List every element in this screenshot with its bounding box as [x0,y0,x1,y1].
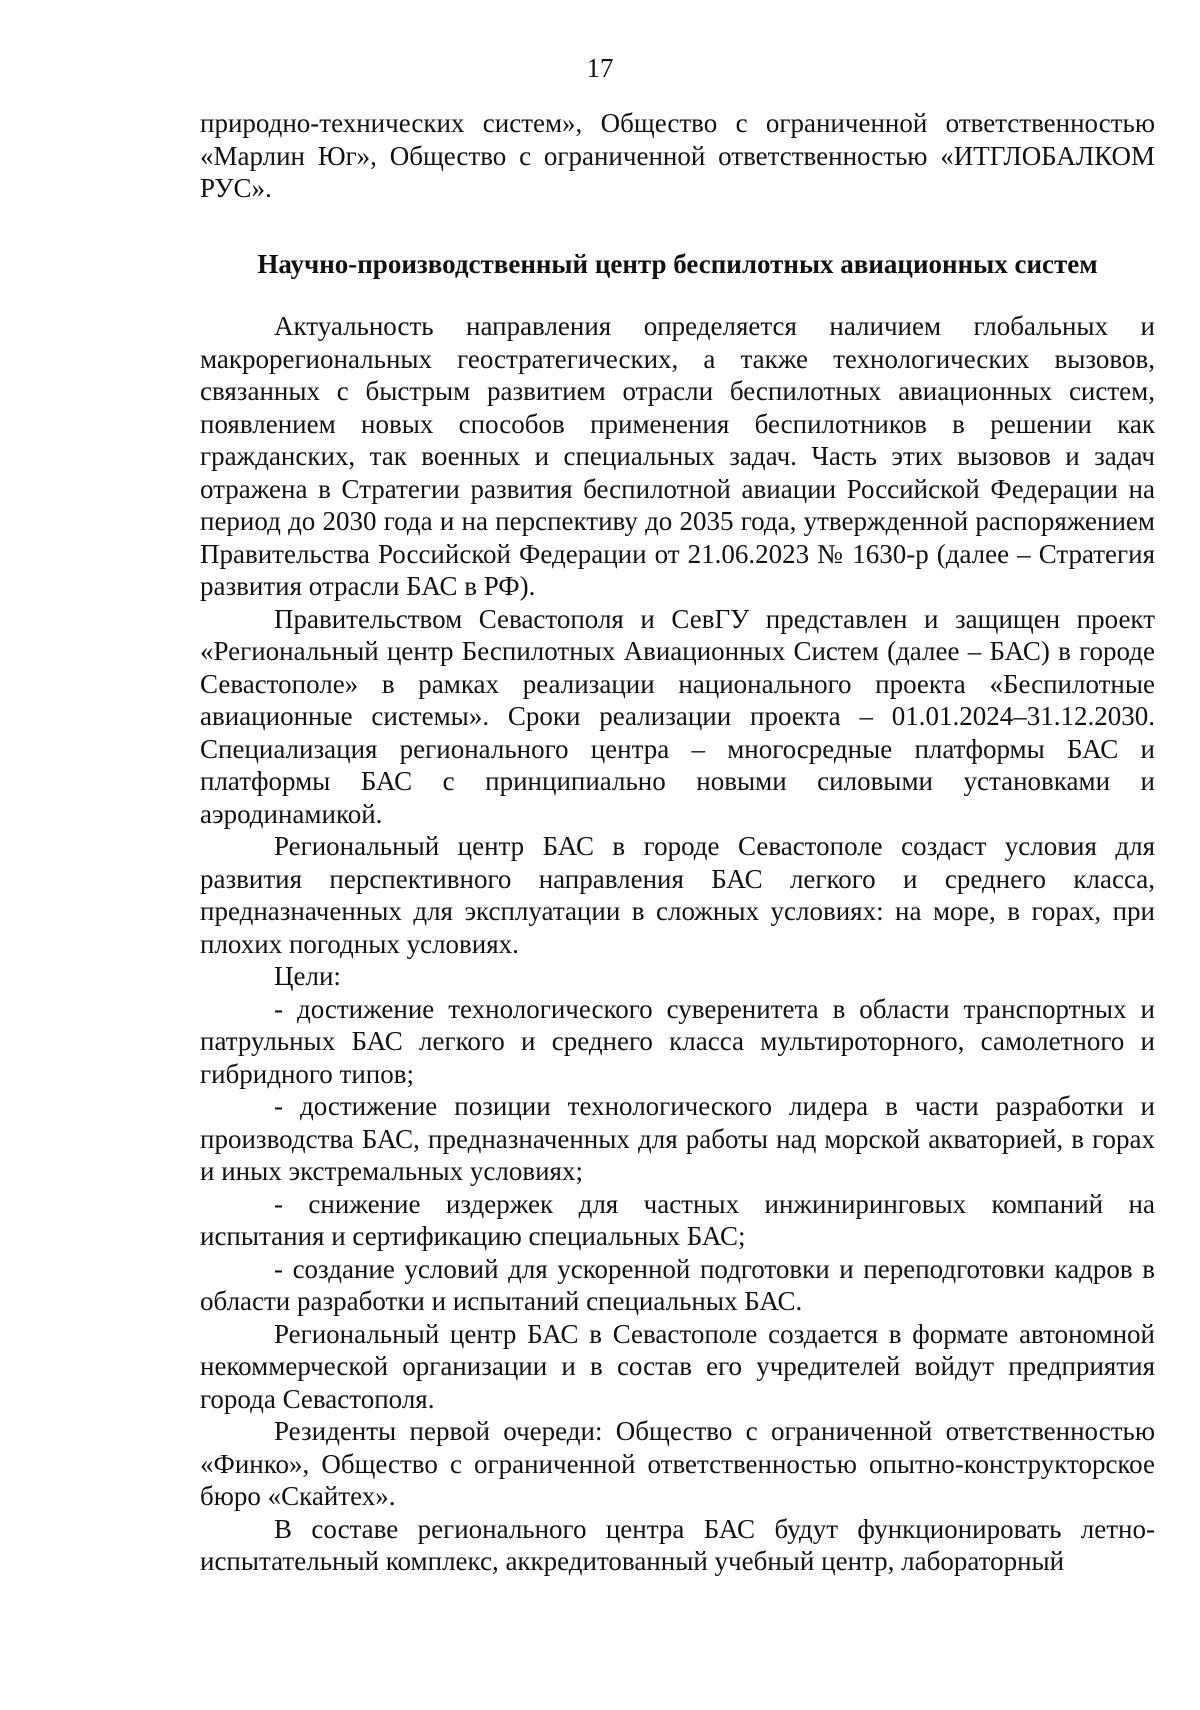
paragraph-relevance: Актуальность направления определяется наличием глобальных и макрорегиональных геостратегических, а также технологических вызовов, связанных с быстрым развитием отрасли беспилотных авиационных систем, появлением новых способов применения беспилотников в решении как гражданских, так военных и специальных задач. Часть этих вызовов и задач отражена в Стратегии развития беспилотной авиации Российской Федерации на период до 2030 года и на перспективу до 2035 года, утвержденной распоряжением Правительства Российской Федерации от 21.06.2023 № 1630-р (далее – Стратегия развития отрасли БАС в РФ). [200,311,1155,601]
paragraph-center-composition: В составе регионального центра БАС будут функционировать летно-испытательный комплекс, аккредитованный учебный центр, лабораторный [200,1513,1155,1576]
paragraph-conditions: Региональный центр БАС в городе Севастополе создаст условия для развития перспективного направления БАС легкого и среднего класса, предназначенных для эксплуатации в сложных условиях: на море, в горах, при плохих погодных условиях. [200,831,1155,959]
paragraph-residents: Резиденты первой очереди: Общество с ограниченной ответственностью «Финко», Общество с ограниченной ответственностью опытно-конструкторское бюро «Скайтех». [200,1416,1155,1511]
intro-paragraph: природно-технических систем», Общество с ограниченной ответственностью «Марлин Юг», Общество с ограниченной ответственностью «ИТГЛОБАЛКОМ РУС». [200,108,1155,203]
page-number: 17 [586,53,614,83]
list-item-goal-leadership: - достижение позиции технологического лидера в части разработки и производства БАС, предназначенных для работы над морской акваторией, в горах и иных экстремальных условиях; [200,1091,1155,1186]
intro-paragraph-block [200,107,1155,205]
list-item-goal-training: - создание условий для ускоренной подготовки и переподготовки кадров в области разработки и испытаний специальных БАС. [200,1253,1155,1316]
list-item-goal-costs: - снижение издержек для частных инжиниринговых компаний на испытания и сертификацию специальных БАС; [200,1188,1155,1251]
paragraph-project: Правительством Севастополя и СевГУ представлен и защищен проект «Региональный центр Беспилотных Авиационных Систем (далее – БАС) в городе Севастополе» в рамках реализации национального проекта «Беспилотные авиационные системы». Сроки реализации проекта – 01.01.2024–31.12.2030. Специализация регионального центра – многосредные платформы БАС и платформы БАС с принципиально новыми силовыми установками и аэродинамикой. [200,603,1155,829]
paragraph-goals-label: Цели: [274,961,341,991]
list-item-goal-sovereignty: - достижение технологического суверенитета в области транспортных и патрульных БАС легкого и среднего класса мультироторного, самолетного и гибридного типов; [200,993,1155,1089]
section-heading: Научно-производственный центр беспилотных авиационных систем [257,249,1098,279]
paragraph-organization-format: Региональный центр БАС в Севастополе создается в формате автономной некоммерческой организации и в состав его учредителей войдут предприятия города Севастополя. [200,1318,1155,1414]
body-text [200,310,1155,1578]
